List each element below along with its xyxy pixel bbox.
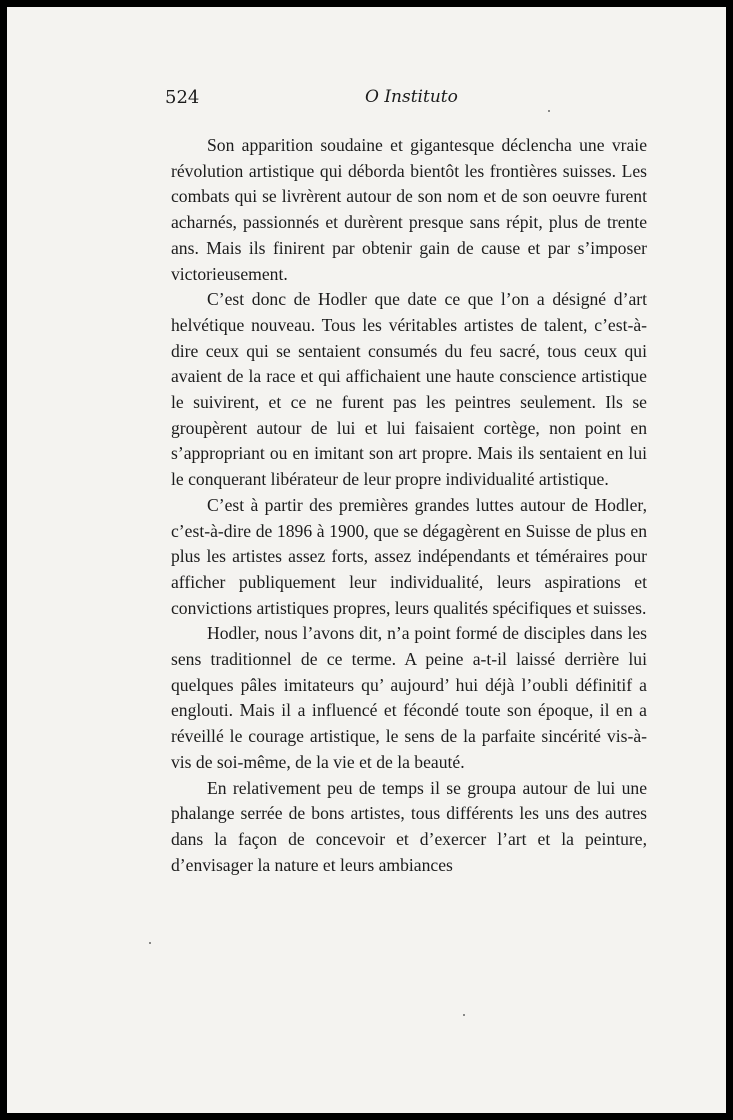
- body-text: [171, 133, 647, 878]
- paragraph: C’est donc de Hodler que date ce que l’on a désigné d’art helvétique nouveau. Tous les véritables artistes de talent, c’est-à-dire ceux qui se sentaient consumés du feu sacré, tous ceux qui avaient de la race et qui affichaient une haute conscience artistique le suivirent, et ce ne furent pas les peintres seulement. Ils se groupèrent autour de lui et lui faisaient cortège, non point en s’appropriant ou en imitant son art propre. Mais ils sentaient en lui le conquerant libérateur de leur propre individualité artistique.: [171, 289, 647, 490]
- page-header: [165, 87, 643, 111]
- paragraph: Son apparition soudaine et gigantesque déclencha une vraie révolution artistique qui déborda bientôt les frontières suisses. Les combats qui se livrèrent autour de son nom et de son oeuvre furent acharnés, passionnés et durèrent presque sans répit, plus de trente ans. Mais ils finirent par obtenir gain de cause et par s’imposer victorieusement.: [171, 135, 647, 284]
- scan-speck: [548, 110, 550, 112]
- paragraph: Hodler, nous l’avons dit, n’a point formé de disciples dans les sens traditionnel de ce terme. A peine a-t-il laissé derrière lui quelques pâles imitateurs qu’ aujourd’ hui déjà l’oubli définitif a englouti. Mais il a influencé et fécondé toute son époque, il en a réveillé le courage artistique, le sens de la parfaite sincérité vis-à-vis de soi-même, de la vie et de la beauté.: [171, 623, 647, 772]
- page-number: 524: [165, 87, 200, 108]
- scan-speck: [463, 1014, 465, 1016]
- paragraph: C’est à partir des premières grandes luttes autour de Hodler, c’est-à-dire de 1896 à 1900, que se dégagèrent en Suisse de plus en plus les artistes assez forts, assez indépendants et téméraires pour afficher publiquement leur individualité, leurs aspirations et convictions artistiques propres, leurs qualités spécifiques et suisses.: [171, 494, 647, 618]
- paragraph: En relativement peu de temps il se groupa autour de lui une phalange serrée de bons artistes, tous différents les uns des autres dans la façon de concevoir et d’exercer l’art et la peinture, d’envisager la nature et leurs ambiances: [171, 777, 647, 875]
- scan-speck: [149, 942, 151, 944]
- scanned-page: [7, 7, 726, 1113]
- running-title: O Instituto: [365, 87, 458, 107]
